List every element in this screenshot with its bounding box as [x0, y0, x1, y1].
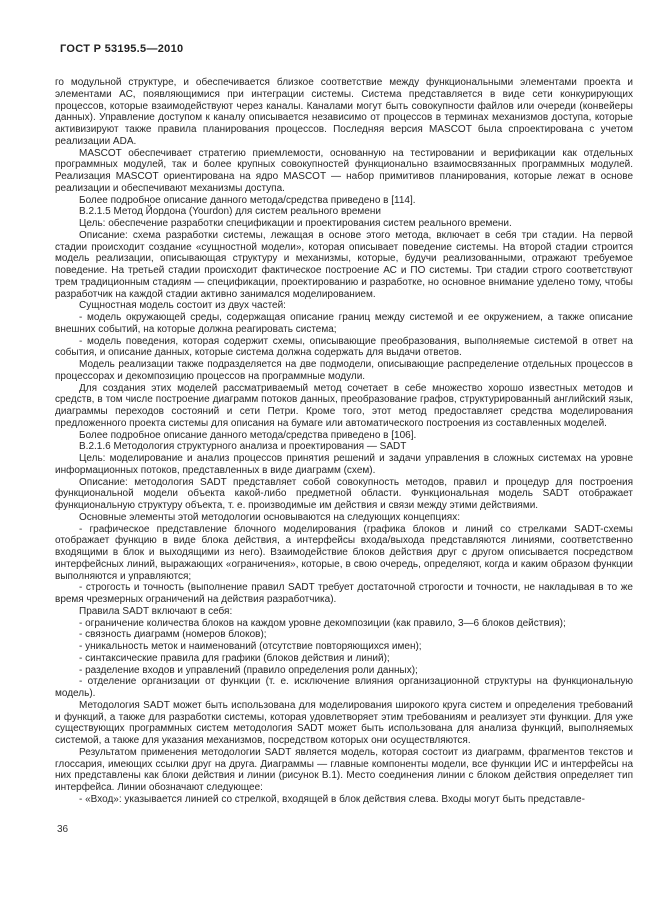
- list-item: - синтаксические правила для графики (блоков действия и линий);: [79, 652, 390, 664]
- list-item: - модель поведения, которая содержит схемы, описывающие преобразования, выполняемые системой в ответ на события, и описание данных, которые система должна содержать для выдачи ответов.: [55, 335, 633, 359]
- list-item: - отделение организации от функции (т. е. исключение влияния организационной структуры на функциональную модель).: [55, 676, 633, 699]
- list-item: - графическое представление блочного моделирования (графика блоков и линий со стрелками SADT-схемы отображает функцию в виде блока действия, а интерфейсы входа/выхода представляются линиями, соответственно входящими в блок и выходящими из него). Взаимодействие блоков действия друг с другом описывается посредством интерфейсных линий, выражающих «ограничения», которые, в свою очередь, определяют, когда и каким образом функции выполняются и управляются;: [55, 523, 633, 582]
- paragraph: Основные элементы этой методологии основываются на следующих концепциях:: [79, 511, 460, 523]
- paragraph-reference: Более подробное описание данного метода/средства приведено в [106].: [79, 429, 417, 441]
- list-item: - разделение входов и управлений (правило определения роли данных);: [79, 664, 418, 676]
- paragraph: Модель реализации также подразделяется на две подмодели, описывающие распределение отдельных процессов в процессорах и декомпозицию процессов на программные модули.: [55, 359, 633, 382]
- page-number: 36: [57, 824, 69, 835]
- paragraph-reference: Более подробное описание данного метода/средства приведено в [114].: [79, 194, 416, 206]
- section-heading-b215: В.2.1.5 Метод Йордона (Yourdon) для систем реального времени: [79, 206, 381, 218]
- paragraph-goal: Цель: моделирование и анализ процессов принятия решений и задачи управления в сложных системах на уровне информационных потоков, представленных в виде диаграмм (схем).: [55, 453, 633, 476]
- section-heading-b216: В.2.1.6 Методология структурного анализа и проектирования — SADT: [79, 441, 407, 453]
- paragraph: Для создания этих моделей рассматриваемый метод сочетает в себе множество хорошо известных методов и средств, в том числе построение диаграмм потоков данных, преобразование графов, структурированный английский язык, диаграммы переходов состояний и сети Петри. Кроме того, этот метод предоставляет средства моделирования предложенного проекта системы для описания на бумаге или автоматического построения из составленных моделей.: [55, 382, 633, 429]
- paragraph-description: Описание: схема разработки системы, лежащая в основе этого метода, включает в себя три стадии. На первой стадии происходит создание «сущностной модели», которая описывает поведение системы. На второй стадии строится модель реализации, описывающая структуру и механизмы, которые, будучи реализованными, отражают требуемое поведение. На третьей стадии происходит фактическое построение АС и ПО системы. Три стадии строго соответствуют трем традиционным стадиям — спецификации, проектированию и разработке, но основное внимание уделено тому, чтобы разработчик на каждой стадии активно занимался моделированием.: [55, 229, 633, 300]
- paragraph: Сущностная модель состоит из двух частей:: [79, 300, 286, 312]
- paragraph: MASCOT обеспечивает стратегию приемлемости, основанную на тестировании и верификации как отдельных программных модулей, так и более крупных совокупностей функционально взаимосвязанных программных модулей. Реализация MASCOT ориентирована на ядро MASCOT — набор примитивов планирования, которые лежат в основе реализации и обеспечивают механизмы доступа.: [55, 147, 633, 194]
- list-item: - «Вход»: указывается линией со стрелкой, входящей в блок действия слева. Входы могут быть представле-: [79, 793, 585, 805]
- paragraph: Методология SADT может быть использована для моделирования широкого круга систем и определения требований и функций, а также для разработки системы, которая удовлетворяет этим требованиям и реализует эти функции. Для уже существующих программных систем методология SADT может быть использована для анализа функций, выполняемых системой, а также для указания механизмов, посредством которых они осуществляются.: [55, 699, 633, 746]
- paragraph-description: Описание: методология SADT представляет собой совокупность методов, правил и процедур для построения функциональной модели объекта какой-либо предметной области. Функциональная модель SADT отображает функциональную структуру объекта, т. е. производимые им действия и связи между этими действиями.: [55, 476, 633, 511]
- paragraph: Правила SADT включают в себя:: [79, 605, 233, 617]
- running-header: ГОСТ Р 53195.5—2010: [60, 43, 184, 55]
- paragraph: Результатом применения методологии SADT является модель, которая состоит из диаграмм, фрагментов текстов и глоссария, имеющих ссылки друг на друга. Диаграммы — главные компоненты модели, все функции ИС и интерфейсы на них представлены как блоки действия и линии (рисунок В.1). Место соединения линии с блоком действия определяет тип интерфейса. Линии обозначают следующее:: [55, 746, 633, 793]
- paragraph-goal: Цель: обеспечение разработки спецификации и проектирования систем реального времени.: [79, 218, 512, 229]
- list-item: - строгость и точность (выполнение правил SADT требует достаточной строгости и точности, не накладывая в то же время чрезмерных ограничений на действия разработчика).: [55, 582, 633, 605]
- document-body: [55, 77, 633, 806]
- list-item: - уникальность меток и наименований (отсутствие повторяющихся имен);: [79, 641, 422, 652]
- list-item: - модель окружающей среды, содержащая описание границ между системой и ее окружением, а также описание внешних событий, на которые должна реагировать система;: [55, 312, 633, 335]
- list-item: - ограничение количества блоков на каждом уровне декомпозиции (как правило, 3—6 блоков действия);: [79, 617, 566, 629]
- list-item: - связность диаграмм (номеров блоков);: [79, 629, 267, 641]
- paragraph-continuation: го модульной структуре, и обеспечивается близкое соответствие между функциональными элементами проекта и элементами АС, появляющимися при интеграции системы. Система представляется в виде сети конкурирующих процессов, которые взаимодействуют через каналы. Каналами могут быть совокупности файлов или очереди (конвейеры данных). Управление доступом к каналу описывается независимо от процессов в терминах механизмов доступа, которые активизируют также правила планирования процессов. Последняя версия MASCOT была спроектирована с учетом реализации ADA.: [55, 77, 633, 147]
